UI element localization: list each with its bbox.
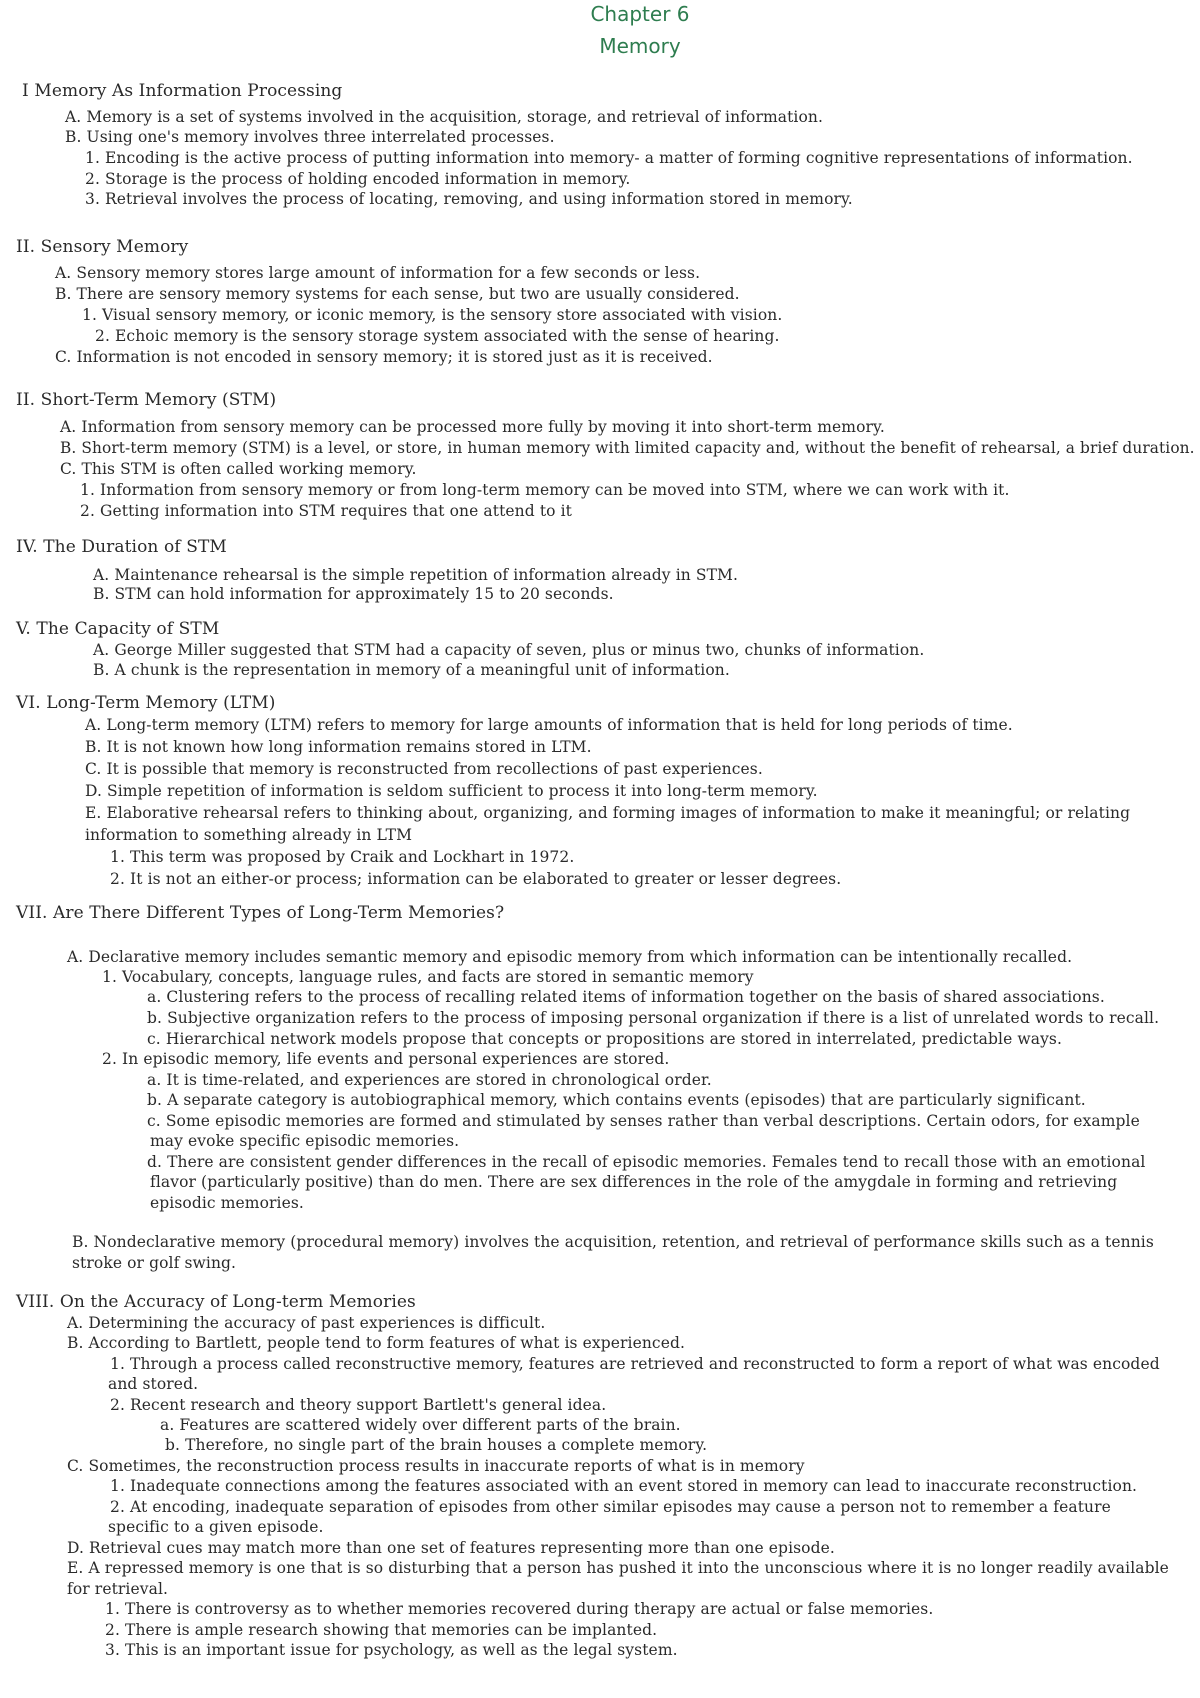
outline-line: A. Maintenance rehearsal is the simple repetition of information already in STM. — [93, 566, 739, 584]
outline-line: 1. Vocabulary, concepts, language rules, and facts are stored in semantic memory — [102, 968, 754, 986]
outline-line: B. A chunk is the representation in memory of a meaningful unit of information. — [93, 661, 730, 679]
outline-line: 2. Echoic memory is the sensory storage system associated with the sense of hearing. — [95, 327, 780, 345]
outline-line: B. STM can hold information for approximately 15 to 20 seconds. — [93, 585, 614, 603]
section-heading: IV. The Duration of STM — [16, 537, 227, 557]
section-heading: I Memory As Information Processing — [22, 81, 343, 101]
outline-line: 2. Getting information into STM requires that one attend to it — [80, 502, 572, 520]
section-heading: VI. Long-Term Memory (LTM) — [16, 693, 276, 713]
section-heading: VIII. On the Accuracy of Long-term Memories — [16, 1292, 416, 1312]
outline-line: flavor (particularly positive) than do men. There are sex differences in the role of the amygdale in forming and retrieving — [150, 1173, 1118, 1191]
section-heading: II. Short-Term Memory (STM) — [16, 390, 277, 410]
outline-line: B. It is not known how long information remains stored in LTM. — [85, 738, 592, 756]
outline-line: 1. There is controversy as to whether memories recovered during therapy are actual or false memories. — [105, 1600, 934, 1618]
outline-line: B. Using one's memory involves three interrelated processes. — [65, 128, 555, 146]
outline-line: 1. This term was proposed by Craik and Lockhart in 1972. — [110, 848, 575, 866]
outline-line: 2. Recent research and theory support Bartlett's general idea. — [110, 1396, 607, 1414]
outline-line: A. Declarative memory includes semantic memory and episodic memory from which information can be intentionally recalled. — [67, 948, 1073, 966]
outline-line: a. It is time-related, and experiences are stored in chronological order. — [147, 1071, 712, 1089]
outline-line: 3. Retrieval involves the process of locating, removing, and using information stored in memory. — [85, 190, 853, 208]
outline-line: C. It is possible that memory is reconstructed from recollections of past experiences. — [85, 760, 763, 778]
outline-line: A. Determining the accuracy of past experiences is difficult. — [67, 1314, 546, 1332]
section-heading: II. Sensory Memory — [16, 237, 189, 257]
chapter-title: Chapter 6 — [590, 2, 690, 26]
outline-line: information to something already in LTM — [85, 826, 413, 844]
outline-line: 1. Through a process called reconstructive memory, features are retrieved and reconstructed to form a report of what was encoded — [110, 1355, 1160, 1373]
outline-line: 2. It is not an either-or process; information can be elaborated to greater or lesser degrees. — [110, 870, 842, 888]
outline-line: A. Information from sensory memory can be processed more fully by moving it into short-term memory. — [60, 418, 885, 436]
outline-line: 3. This is an important issue for psychology, as well as the legal system. — [105, 1641, 678, 1659]
chapter-subtitle: Memory — [599, 34, 681, 58]
outline-line: A. Memory is a set of systems involved in the acquisition, storage, and retrieval of information. — [65, 108, 824, 126]
outline-line: 2. At encoding, inadequate separation of episodes from other similar episodes may cause a person not to remember a feature — [110, 1498, 1111, 1516]
outline-line: C. Sometimes, the reconstruction process results in inaccurate reports of what is in memory — [67, 1457, 805, 1475]
outline-line: C. This STM is often called working memory. — [60, 460, 417, 478]
outline-line: may evoke specific episodic memories. — [150, 1132, 460, 1150]
outline-line: D. Retrieval cues may match more than one set of features representing more than one episode. — [67, 1539, 835, 1557]
outline-line: for retrieval. — [67, 1580, 169, 1598]
outline-line: D. Simple repetition of information is seldom sufficient to process it into long-term memory. — [85, 782, 818, 800]
outline-line: and stored. — [108, 1375, 199, 1393]
outline-line: d. There are consistent gender differences in the recall of episodic memories. Females tend to recall those with an emotional — [147, 1153, 1146, 1171]
outline-line: A. Sensory memory stores large amount of information for a few seconds or less. — [55, 264, 701, 282]
outline-line: a. Clustering refers to the process of recalling related items of information together on the basis of shared associations. — [147, 988, 1105, 1006]
outline-line: stroke or golf swing. — [72, 1254, 237, 1272]
section-heading: V. The Capacity of STM — [16, 619, 220, 639]
outline-line: B. According to Bartlett, people tend to form features of what is experienced. — [67, 1334, 686, 1352]
outline-line: A. George Miller suggested that STM had a capacity of seven, plus or minus two, chunks of information. — [93, 641, 925, 659]
outline-line: b. Subjective organization refers to the process of imposing personal organization if there is a list of unrelated words to recall. — [147, 1009, 1160, 1027]
outline-line: A. Long-term memory (LTM) refers to memory for large amounts of information that is held for long periods of time. — [85, 716, 1013, 734]
outline-line: 1. Inadequate connections among the features associated with an event stored in memory can lead to inaccurate reconstruction. — [110, 1477, 1138, 1495]
outline-line: b. A separate category is autobiographical memory, which contains events (episodes) that are particularly significant. — [147, 1091, 1086, 1109]
outline-line: E. A repressed memory is one that is so disturbing that a person has pushed it into the unconscious where it is no longer readily available — [67, 1559, 1169, 1577]
outline-line: 1. Visual sensory memory, or iconic memory, is the sensory store associated with vision. — [82, 306, 783, 324]
outline-line: 2. There is ample research showing that memories can be implanted. — [105, 1621, 658, 1639]
outline-line: 1. Encoding is the active process of putting information into memory- a matter of forming cognitive representations of information. — [85, 149, 1133, 167]
outline-line: B. There are sensory memory systems for each sense, but two are usually considered. — [55, 285, 740, 303]
outline-line: C. Information is not encoded in sensory memory; it is stored just as it is received. — [55, 348, 713, 366]
outline-line: B. Short-term memory (STM) is a level, or store, in human memory with limited capacity and, without the benefit of rehearsal, a brief duration. — [60, 439, 1195, 457]
outline-line: b. Therefore, no single part of the brain houses a complete memory. — [165, 1436, 708, 1454]
outline-line: c. Some episodic memories are formed and stimulated by senses rather than verbal descriptions. Certain odors, for example — [147, 1112, 1140, 1130]
outline-line: 2. Storage is the process of holding encoded information in memory. — [85, 170, 631, 188]
section-heading: VII. Are There Different Types of Long-Term Memories? — [16, 903, 505, 923]
outline-line: 2. In episodic memory, life events and personal experiences are stored. — [102, 1050, 670, 1068]
outline-line: E. Elaborative rehearsal refers to thinking about, organizing, and forming images of information to make it meaningful; or relating — [85, 804, 1131, 822]
outline-line: B. Nondeclarative memory (procedural memory) involves the acquisition, retention, and retrieval of performance skills such as a tennis — [72, 1233, 1154, 1251]
outline-line: 1. Information from sensory memory or from long-term memory can be moved into STM, where we can work with it. — [80, 481, 1010, 499]
outline-line: c. Hierarchical network models propose that concepts or propositions are stored in interrelated, predictable ways. — [147, 1030, 1063, 1048]
outline-line: specific to a given episode. — [108, 1518, 324, 1536]
outline-line: episodic memories. — [150, 1194, 304, 1212]
outline-line: a. Features are scattered widely over different parts of the brain. — [160, 1416, 681, 1434]
